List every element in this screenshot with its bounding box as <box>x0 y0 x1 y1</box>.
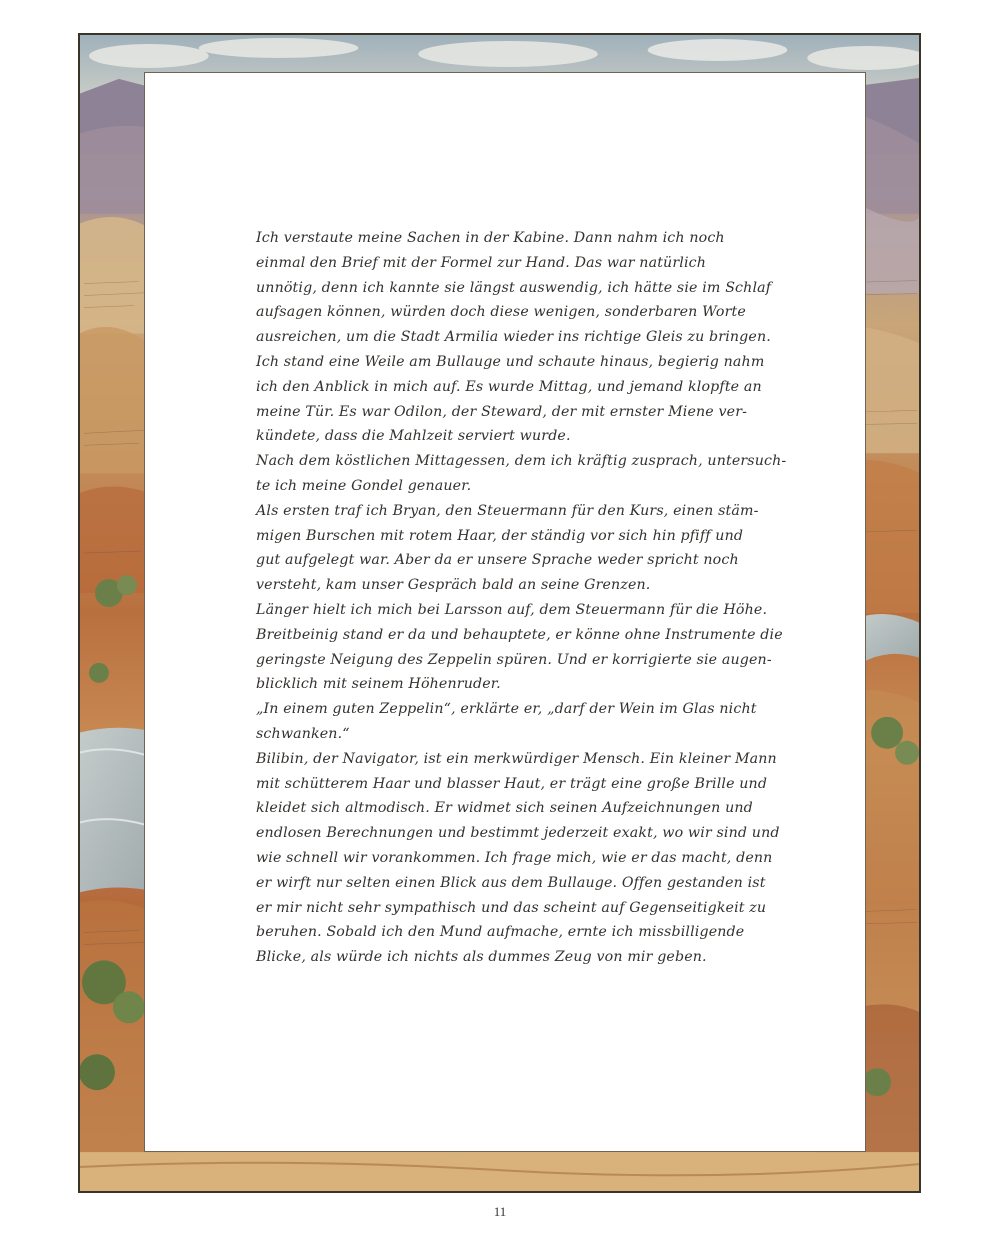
story-line: Als ersten traf ich Bryan, den Steuermann für den Kurs, einen stäm- <box>256 502 759 519</box>
story-line: blicklich mit seinem Höhenruder. <box>256 676 501 693</box>
story-line: gut aufgelegt war. Aber da er unsere Sprache weder spricht noch <box>256 552 739 569</box>
story-line: kündete, dass die Mahlzeit serviert wurde. <box>256 428 571 445</box>
story-line: „In einem guten Zeppelin“, erklärte er, „darf der Wein im Glas nicht <box>256 701 757 718</box>
story-line: Breitbeinig stand er da und behauptete, er könne ohne Instrumente die <box>256 626 783 643</box>
story-line: schwanken.“ <box>256 725 350 742</box>
story-line: einmal den Brief mit der Formel zur Hand. Das war natürlich <box>256 254 707 271</box>
story-line: meine Tür. Es war Odilon, der Steward, der mit ernster Miene ver- <box>256 403 748 420</box>
story-line: Länger hielt ich mich bei Larsson auf, dem Steuermann für die Höhe. <box>256 601 768 618</box>
story-line: Nach dem köstlichen Mittagessen, dem ich kräftig zusprach, untersuch- <box>256 453 787 470</box>
story-line: aufsagen können, würden doch diese wenigen, sonderbaren Worte <box>256 304 746 321</box>
story-line: geringste Neigung des Zeppelin spüren. Und er korrigierte sie augen- <box>256 651 772 668</box>
story-line: ich den Anblick in mich auf. Es wurde Mittag, und jemand klopfte an <box>256 378 762 395</box>
story-line: Ich verstaute meine Sachen in der Kabine. Dann nahm ich noch <box>256 230 725 246</box>
story-line: wie schnell wir vorankommen. Ich frage mich, wie er das macht, denn <box>256 849 773 866</box>
story-line: te ich meine Gondel genauer. <box>256 477 472 494</box>
story-line: kleidet sich altmodisch. Er widmet sich seinen Aufzeichnungen und <box>256 800 753 817</box>
story-line: versteht, kam unser Gespräch bald an seine Grenzen. <box>256 577 651 594</box>
story-line: unnötig, denn ich kannte sie längst auswendig, ich hätte sie im Schlaf <box>256 279 772 296</box>
story-line: er mir nicht sehr sympathisch und das scheint auf Gegenseitigkeit zu <box>256 899 767 916</box>
story-line: Ich stand eine Weile am Bullauge und schaute hinaus, begierig nahm <box>256 353 765 370</box>
story-line: mit schütterem Haar und blasser Haut, er trägt eine große Brille und <box>256 775 768 792</box>
story-line: Blicke, als würde ich nichts als dummes Zeug von mir geben. <box>256 949 707 966</box>
story-line: Bilibin, der Navigator, ist ein merkwürdiger Mensch. Ein kleiner Mann <box>256 750 777 767</box>
story-line: ausreichen, um die Stadt Armilia wieder ins richtige Gleis zu bringen. <box>256 329 771 346</box>
story-line: er wirft nur selten einen Blick aus dem Bullauge. Offen gestanden ist <box>256 874 766 891</box>
story-line: endlosen Berechnungen und bestimmt jederzeit exakt, wo wir sind und <box>256 825 780 842</box>
story-text <box>256 226 786 970</box>
page-number: 11 <box>493 1204 507 1219</box>
story-line: migen Burschen mit rotem Haar, der ständig vor sich hin pfiff und <box>256 527 744 544</box>
story-line: beruhen. Sobald ich den Mund aufmache, ernte ich missbilligende <box>256 924 745 941</box>
